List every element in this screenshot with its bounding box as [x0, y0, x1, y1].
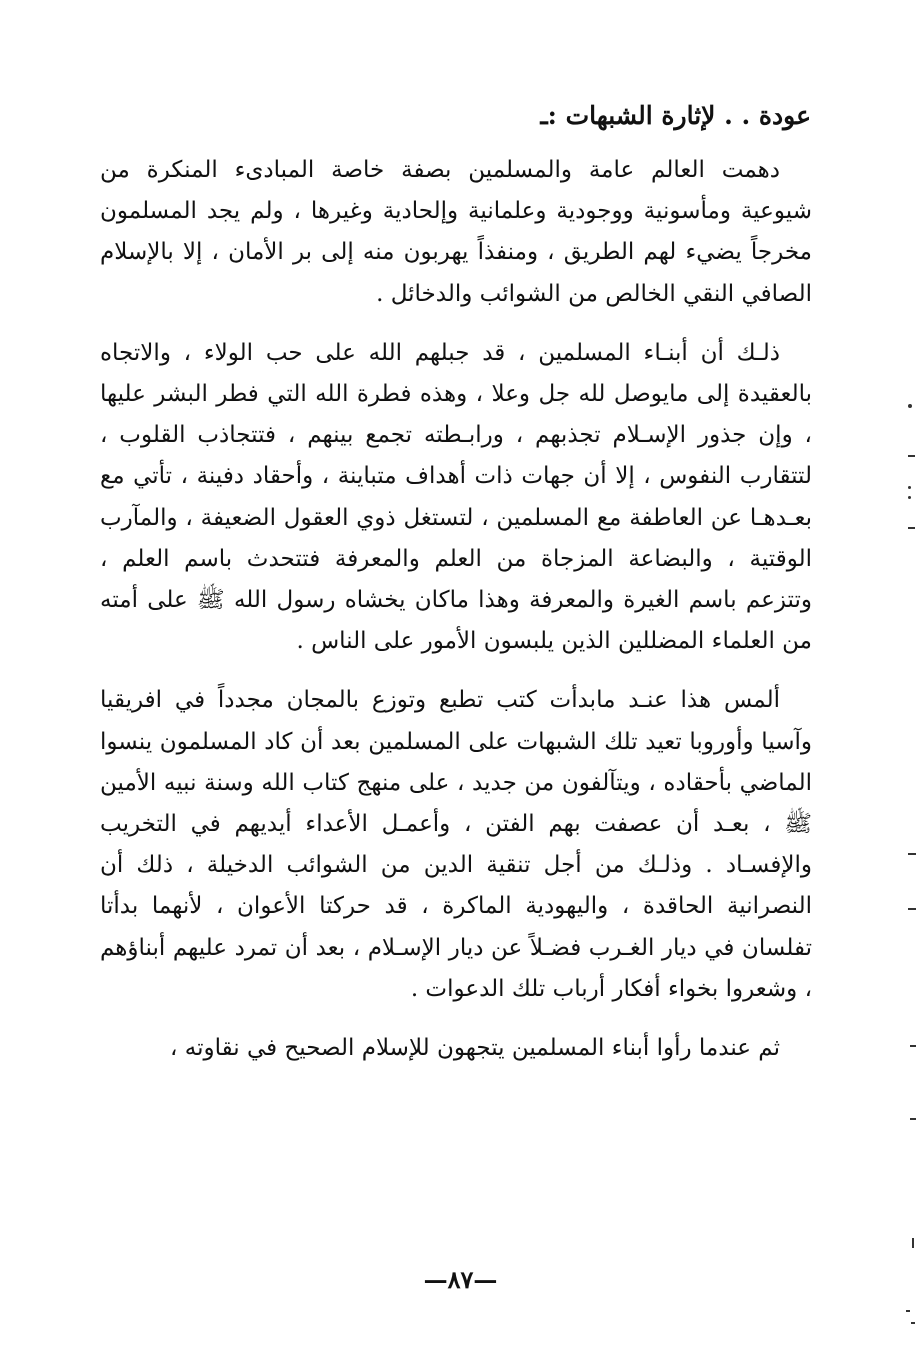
scan-artifact	[908, 404, 912, 408]
scan-artifact	[908, 908, 916, 910]
scan-artifact	[906, 1310, 910, 1312]
page-number: —٨٧—	[423, 1265, 498, 1294]
scan-artifact	[908, 496, 911, 499]
paragraph: دهمت العالم عامة والمسلمين بصفة خاصة المبادىء المنكرة من شيوعية ومأسونية ووجودية وعلمانية وإلحادية وغيرها ، ولم يجد المسلمون مخرجاً يضيء لهم الطريق ، ومنفذاً يهربون منه إلى بر الأمان ، إلا بالإسلام الصافي النقي الخالص من الشوائب والدخائل .	[100, 157, 812, 307]
scan-artifact	[908, 455, 915, 457]
scan-artifact	[910, 1045, 916, 1047]
paragraph: ثم عندما رأوا أبناء المسلمين يتجهون للإسلام الصحيح في نقاوته ،	[170, 1035, 780, 1062]
scan-artifact	[908, 853, 916, 855]
scan-artifact	[912, 1238, 914, 1248]
paragraph: ألمس هذا عنـد مابدأت كتب تطبع وتوزع بالمجان مجدداً في افريقيا وآسيا وأوروبا تعيد تلك الشبهات على المسلمين بعد أن كاد المسلمون ينسوا الماضي بأحقاده ، ويتآلفون من جديد ، على منهج كتاب الله وسنة نبيه الأمين ﷺ ، بعـد أن عصفت بهم الفتن ، وأعمـل الأعداء أيديهم في التخريب والإفسـاد . وذلـك من أجل تنقية الدين من الشوائب الدخيلة ، ذلك أن النصرانية الحاقدة ، واليهودية الماكرة ، قد حركتا الأعوان ، لأنهما بدأتا تفلسان في ديار الغـرب فضـلاً عن ديار الإسـلام ، بعد أن تمرد عليهم أبناؤهم ، وشعروا بخواء أفكار أرباب تلك الدعوات .	[100, 687, 812, 1002]
body-text	[100, 150, 812, 1087]
scan-artifact	[908, 486, 911, 489]
paragraph: ذلـك أن أبنـاء المسلمين ، قد جبلهم الله على حب الولاء ، والاتجاه بالعقيدة إلى مايوصل لله جل وعلا ، وهذه فطرة الله التي فطر البشر عليها ، وإن جذور الإسـلام تجذبهم ، ورابـطته تجمع بينهم ، فتتجاذب القلوب ، لتتقارب النفوس ، إلا أن جهات ذات أهداف متباينة ، وأحقاد دفينة ، تأتي مع بعـدهـا عن العاطفة مع المسلمين ، لتستغل ذوي العقول الضعيفة ، والمآرب الوقتية ، والبضاعة المزجاة من العلم والمعرفة فتتحدث باسم العلم ، وتتزعم باسم الغيرة والمعرفة وهذا ماكان يخشاه رسول الله ﷺ على أمته من العلماء المضللين الذين يلبسون الأمور على الناس .	[100, 339, 812, 655]
section-heading: عودة . . لإثارة الشبهات :ـ	[540, 101, 811, 130]
scan-artifact	[910, 1118, 916, 1120]
scan-artifact	[911, 1322, 915, 1324]
scan-artifact	[908, 527, 915, 529]
